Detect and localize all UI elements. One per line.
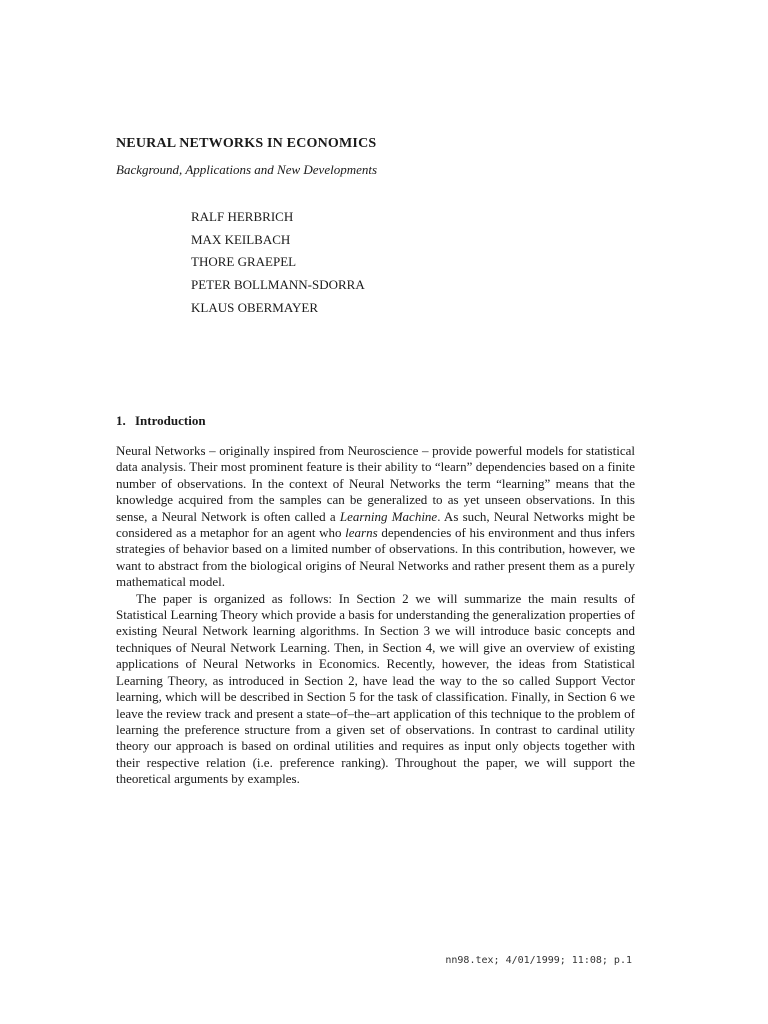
author-name: MAX KEILBACH [191,231,291,247]
paper-subtitle: Background, Applications and New Developments [116,162,378,177]
emphasized-term: learns [345,525,378,541]
author-name: THORE GRAEPEL [191,254,297,270]
paragraph-text: dependencies of his environment and thus infers strategies of behavior based on a limited number of observations. In this contribution, however, we want to abstract from the biological origins of Neural Networks and rather present them as a purely mathematical model. [116,525,635,590]
body-text [116,443,635,788]
paragraph-text: Neural Networks – originally inspired from Neuroscience – provide powerful models for statistical data analysis. Their most prominent feature is their ability to “learn” dependencies based on a finite number of observations. In the context of Neural Networks the term “learning” means that the knowledge acquired from the samples can be generalized to as yet unseen observations. In this sense, a Neural Network is often called a [116,443,635,524]
section-title: Introduction [135,413,206,428]
paper-title: NEURAL NETWORKS IN ECONOMICS [116,136,377,151]
author-list [191,206,365,319]
author-name: RALF HERBRICH [191,209,294,224]
emphasized-term: Learning Machine [339,508,438,524]
page-footer: nn98.tex; 4/01/1999; 11:08; p.1 [445,955,632,966]
section-number: 1. [116,413,126,428]
paragraph: The paper is organized as follows: In Section 2 we will summarize the main results of Statistical Learning Theory which provide a basis for understanding the generalization properties of existing Neural Network learning algorithms. In Section 3 we will introduce basic concepts and techniques of Neural Network Learning. Then, in Section 4, we will give an overview of existing applications of Neural Networks in Economics. Recently, however, the ideas from Statistical Learning Theory, as introduced in Section 2, have lead the way to the so called Support Vector learning, which will be described in Section 5 for the task of classification. Finally, in Section 6 we leave the review track and present a state–of–the–art application of this technique to the problem of learning the preference structure from a given set of observations. In contrast to cardinal utility theory our approach is based on ordinal utilities and requires as input only objects together with their respective relation (i.e. preference ranking). Throughout the paper, we will support the theoretical arguments by examples. [116,590,635,787]
section-heading [116,413,206,429]
paragraph-text: . As such, Neural Networks might be considered as a metaphor for an agent who [116,508,635,541]
paragraph [116,443,635,591]
author-name: KLAUS OBERMAYER [191,299,319,315]
author-name: PETER BOLLMANN-SDORRA [191,277,365,293]
